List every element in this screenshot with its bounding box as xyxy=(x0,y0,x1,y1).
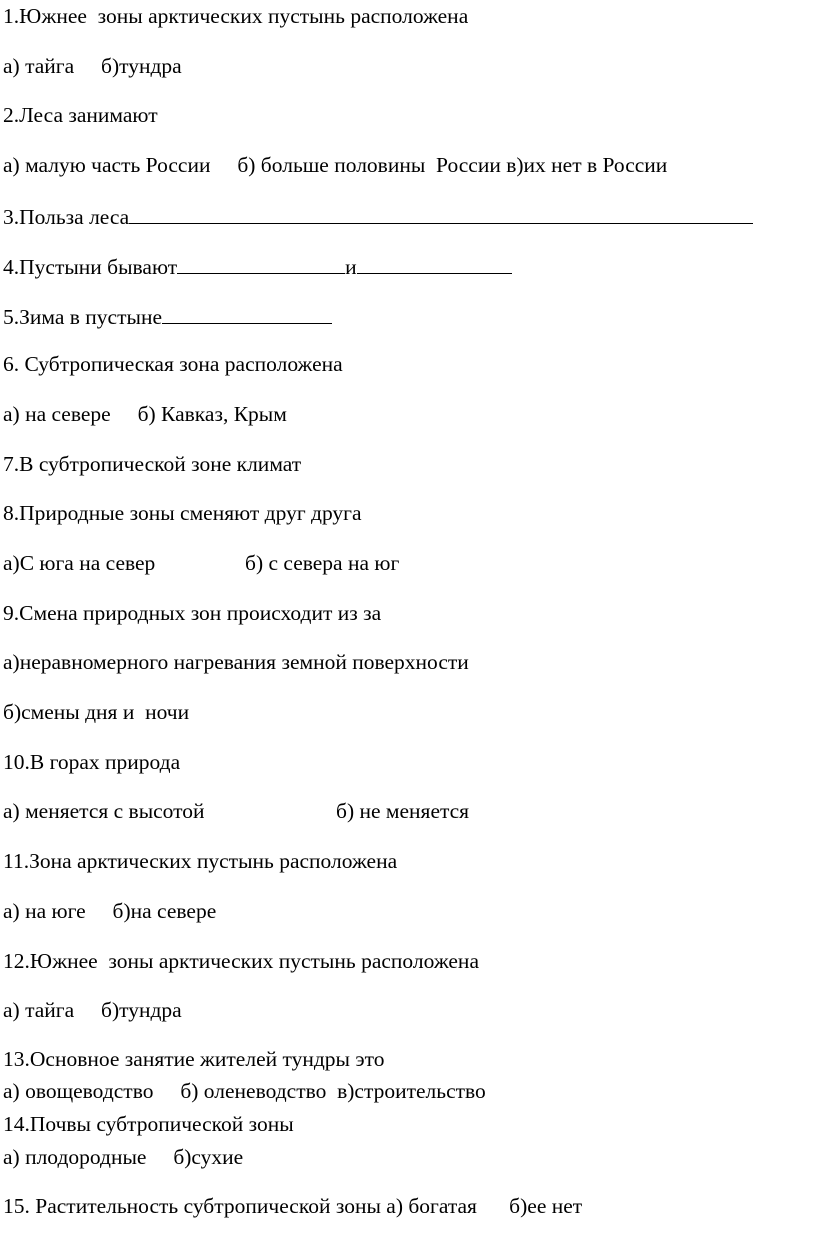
question-3-text: 3.Польза леса xyxy=(3,205,130,229)
question-4-conjunction: и xyxy=(345,255,357,279)
question-7: 7.В субтропической зоне климат xyxy=(3,452,302,476)
question-3 xyxy=(3,204,753,229)
answer-blank[interactable] xyxy=(162,304,332,324)
answer-options-14: а) плодородные б)сухие xyxy=(3,1145,244,1169)
answer-blank[interactable] xyxy=(177,254,345,274)
question-9: 9.Смена природных зон происходит из за xyxy=(3,601,382,625)
answer-options-12: а) тайга б)тундра xyxy=(3,998,182,1022)
question-13: 13.Основное занятие жителей тундры это xyxy=(3,1047,385,1071)
question-5 xyxy=(3,304,332,329)
question-8: 8.Природные зоны сменяют друг друга xyxy=(3,501,362,525)
question-10: 10.В горах природа xyxy=(3,750,181,774)
question-11: 11.Зона арктических пустынь расположена xyxy=(3,849,398,873)
answer-options-13: а) овощеводство б) оленеводство в)строительство xyxy=(3,1079,486,1103)
question-4 xyxy=(3,254,512,279)
question-2: 2.Леса занимают xyxy=(3,103,158,127)
answer-option-8a: а)С юга на север xyxy=(3,551,156,575)
answer-option-8b: б) с севера на юг xyxy=(245,551,400,575)
answer-option-10b: б) не меняется xyxy=(336,799,470,823)
answer-options-1: а) тайга б)тундра xyxy=(3,54,182,78)
answer-option-9a: а)неравномерного нагревания земной поверхности xyxy=(3,650,469,674)
question-4-text: 4.Пустыни бывают xyxy=(3,255,178,279)
answer-option-9b: б)смены дня и ночи xyxy=(3,700,190,724)
answer-options-2: а) малую часть России б) больше половины России в)их нет в России xyxy=(3,153,668,177)
question-15: 15. Растительность субтропической зоны а) богатая б)ее нет xyxy=(3,1194,583,1218)
question-1: 1.Южнее зоны арктических пустынь расположена xyxy=(3,4,469,28)
answer-options-6: а) на севере б) Кавказ, Крым xyxy=(3,402,287,426)
answer-option-10a: а) меняется с высотой xyxy=(3,799,205,823)
question-5-text: 5.Зима в пустыне xyxy=(3,305,162,329)
answer-blank[interactable] xyxy=(129,204,753,224)
question-6: 6. Субтропическая зона расположена xyxy=(3,352,343,376)
answer-options-11: а) на юге б)на севере xyxy=(3,899,217,923)
question-12: 12.Южнее зоны арктических пустынь расположена xyxy=(3,949,479,973)
question-14: 14.Почвы субтропической зоны xyxy=(3,1112,294,1136)
answer-blank[interactable] xyxy=(357,254,512,274)
